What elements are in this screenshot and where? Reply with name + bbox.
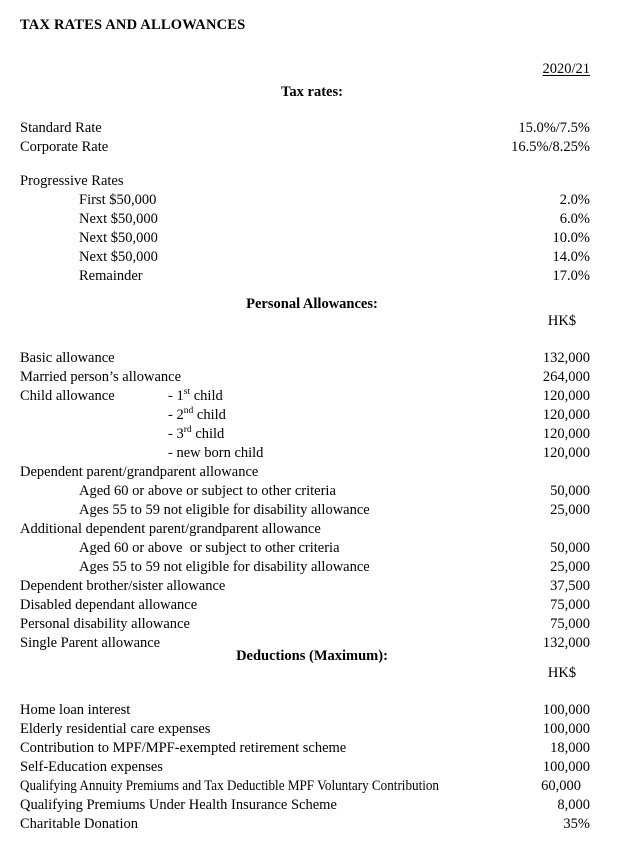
table-row	[0, 558, 618, 577]
row-value: 35%	[563, 816, 590, 832]
table-row	[0, 577, 618, 596]
table-row	[0, 758, 618, 777]
table-row	[0, 720, 618, 739]
table-row	[0, 701, 618, 720]
table-row	[0, 739, 618, 758]
table-row	[0, 138, 618, 157]
row-value: 18,000	[550, 740, 590, 756]
table-row	[0, 777, 618, 796]
row-label: Qualifying Annuity Premiums and Tax Deductible MPF Voluntary Contribution	[20, 778, 440, 794]
row-value: 50,000	[550, 540, 590, 556]
table-row	[0, 520, 618, 539]
year-column-header: 2020/21	[542, 61, 590, 77]
row-value: 10.0%	[552, 230, 590, 246]
row-value: 16.5%/8.25%	[511, 139, 590, 155]
table-row	[0, 267, 618, 286]
table-row	[0, 425, 618, 444]
table-row	[0, 463, 618, 482]
ordinal-prefix: - 2	[168, 407, 184, 423]
ordinal-trailing: child	[193, 407, 226, 423]
ordinal-prefix: - 3	[168, 426, 184, 442]
row-value: 50,000	[550, 483, 590, 499]
table-row	[0, 796, 618, 815]
row-sublabel	[168, 425, 224, 444]
currency-label-personal-allowances: HK$	[547, 313, 577, 329]
ordinal-prefix: - 1	[168, 388, 184, 404]
row-label: Standard Rate	[20, 120, 102, 136]
table-row	[0, 172, 618, 191]
row-sublabel: - new born child	[168, 445, 264, 461]
currency-label-deductions: HK$	[547, 665, 577, 681]
table-row	[0, 248, 618, 267]
table-row	[0, 539, 618, 558]
row-label: Dependent parent/grandparent allowance	[20, 464, 259, 480]
section-heading-personal-allowances: Personal Allowances:	[246, 296, 378, 312]
row-label: Child allowance	[20, 388, 115, 404]
ordinal-suffix: nd	[183, 405, 194, 417]
row-label: Contribution to MPF/MPF-exempted retirement scheme	[20, 740, 347, 756]
row-value: 120,000	[542, 388, 590, 404]
row-label: Personal disability allowance	[20, 616, 190, 632]
row-label: Next $50,000	[79, 211, 158, 227]
table-row	[0, 119, 618, 138]
row-label: Charitable Donation	[20, 816, 138, 832]
row-label: Progressive Rates	[20, 173, 124, 189]
row-value: 60,000	[541, 778, 581, 794]
row-label: Ages 55 to 59 not eligible for disability allowance	[79, 559, 370, 575]
row-value: 100,000	[542, 702, 590, 718]
row-sublabel	[168, 406, 226, 425]
row-value: 2.0%	[559, 192, 590, 208]
row-label: Aged 60 or above or subject to other criteria	[79, 540, 340, 556]
row-value: 17.0%	[552, 268, 590, 284]
row-value: 264,000	[542, 369, 590, 385]
row-label: Aged 60 or above or subject to other criteria	[79, 483, 336, 499]
row-value: 132,000	[542, 350, 590, 366]
row-label: Home loan interest	[20, 702, 131, 718]
ordinal-trailing: child	[190, 388, 223, 404]
table-row	[0, 815, 618, 834]
page-title: TAX RATES AND ALLOWANCES	[20, 17, 246, 33]
ordinal-suffix: rd	[183, 424, 192, 436]
row-label: Disabled dependant allowance	[20, 597, 198, 613]
row-sublabel	[168, 387, 223, 406]
row-label: Dependent brother/sister allowance	[20, 578, 226, 594]
row-label: Qualifying Premiums Under Health Insurance Scheme	[20, 797, 337, 813]
row-value: 100,000	[542, 759, 590, 775]
row-label: Ages 55 to 59 not eligible for disability allowance	[79, 502, 370, 518]
row-label: Next $50,000	[79, 230, 158, 246]
table-row	[0, 444, 618, 463]
row-label: First $50,000	[79, 192, 157, 208]
ordinal-suffix: st	[183, 386, 191, 398]
section-heading-tax-rates: Tax rates:	[281, 84, 343, 100]
row-value: 120,000	[542, 407, 590, 423]
table-row	[0, 229, 618, 248]
table-row	[0, 368, 618, 387]
ordinal-trailing: child	[191, 426, 225, 442]
table-row	[0, 482, 618, 501]
row-value: 132,000	[542, 635, 590, 651]
table-row	[0, 387, 618, 406]
row-value: 25,000	[550, 559, 590, 575]
row-value: 15.0%/7.5%	[518, 120, 590, 136]
row-label: Basic allowance	[20, 350, 115, 366]
table-row	[0, 191, 618, 210]
section-heading-deductions: Deductions (Maximum):	[236, 648, 388, 664]
row-value: 75,000	[550, 616, 590, 632]
row-label: Remainder	[79, 268, 143, 284]
row-label: Married person’s allowance	[20, 369, 182, 385]
table-row	[0, 406, 618, 425]
row-label: Next $50,000	[79, 249, 158, 265]
row-label: Single Parent allowance	[20, 635, 161, 651]
table-row	[0, 501, 618, 520]
row-value: 14.0%	[552, 249, 590, 265]
row-value: 25,000	[550, 502, 590, 518]
table-row	[0, 210, 618, 229]
row-value: 8,000	[557, 797, 590, 813]
row-value: 37,500	[550, 578, 590, 594]
table-row	[0, 596, 618, 615]
row-value: 120,000	[542, 426, 590, 442]
row-value: 120,000	[542, 445, 590, 461]
row-label: Additional dependent parent/grandparent allowance	[20, 521, 321, 537]
table-row	[0, 349, 618, 368]
row-value: 75,000	[550, 597, 590, 613]
table-row	[0, 615, 618, 634]
row-label: Elderly residential care expenses	[20, 721, 211, 737]
row-value: 100,000	[542, 721, 590, 737]
row-label: Self-Education expenses	[20, 759, 163, 775]
row-value: 6.0%	[559, 211, 590, 227]
row-label: Corporate Rate	[20, 139, 109, 155]
